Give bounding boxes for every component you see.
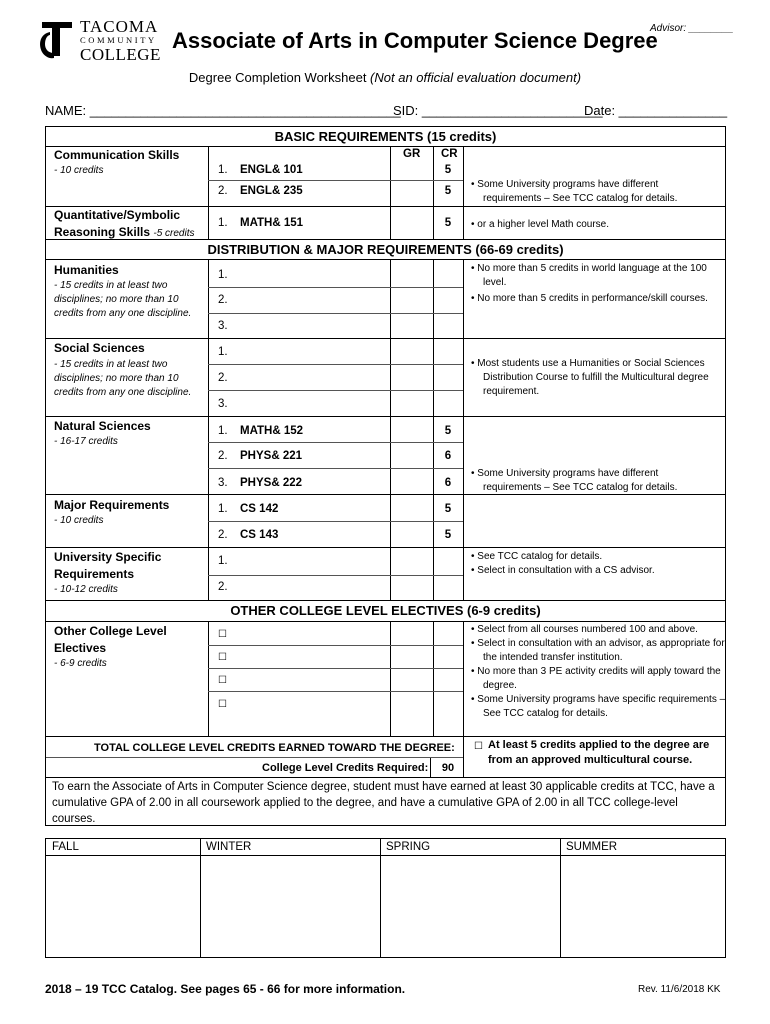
natural-row-2-course: PHYS& 221 — [240, 450, 303, 462]
university-specific-label: University Specific — [54, 550, 162, 564]
electives-credits: - 6-9 credits — [54, 658, 107, 669]
social-credits-1: - 15 credits in at least two — [54, 359, 168, 370]
college-wordmark — [80, 18, 161, 63]
social-num-2: 2. — [218, 372, 228, 384]
subtitle-text: Degree Completion Worksheet — [188, 70, 371, 85]
humanities-credits-3: credits from any one discipline. — [54, 308, 192, 319]
schedule-spring: SPRING — [386, 841, 431, 853]
reasoning-label: Reasoning Skills — [54, 225, 151, 239]
university-notes — [469, 550, 719, 578]
fall-cell[interactable] — [46, 856, 200, 956]
gr-header: GR — [403, 148, 421, 160]
university-num-2: 2. — [218, 581, 228, 593]
comm-notes — [469, 178, 719, 206]
natural-row-3-num: 3. — [218, 477, 228, 489]
logo-line-2: COMMUNITY — [80, 35, 157, 45]
university-note-2: • Select in consultation with a CS advisor. — [471, 565, 655, 576]
date-field[interactable]: Date: _______________ — [584, 103, 728, 118]
other-electives-label: Other College Level — [54, 624, 167, 638]
natural-row-1-num: 1. — [218, 425, 228, 437]
major-row-1-num: 1. — [218, 503, 228, 515]
humanities-note-1-text: No more than 5 credits in world language at the 100 level. — [477, 263, 707, 288]
university-num-1: 1. — [218, 555, 228, 567]
natural-credits: - 16-17 credits — [54, 436, 118, 447]
natural-notes — [469, 467, 719, 495]
elective-checkbox-3[interactable]: ☐ — [218, 675, 227, 686]
quantitative-credits: -5 credits — [153, 228, 195, 239]
comm-row-1-course: ENGL& 101 — [240, 164, 303, 176]
electives-note-4-text: Some University programs have specific requirements – See TCC catalog for details. — [477, 694, 726, 719]
humanities-num-1: 1. — [218, 269, 228, 281]
communication-credits: - 10 credits — [54, 165, 104, 176]
social-note-1-text: Most students use a Humanities or Social Sciences Distribution Course to fulfill the Multicultural degree requirement. — [477, 358, 709, 397]
tacoma-logo-icon — [38, 22, 74, 60]
page-subtitle — [0, 70, 770, 85]
natural-row-1-cr: 5 — [444, 425, 452, 437]
distribution-heading: DISTRIBUTION & MAJOR REQUIREMENTS (66-69 credits) — [207, 242, 564, 257]
comm-row-2-cr: 5 — [444, 185, 452, 197]
humanities-notes — [469, 262, 719, 306]
social-num-3: 3. — [218, 398, 228, 410]
humanities-num-3: 3. — [218, 320, 228, 332]
required-credits-label: College Level Credits Required: — [262, 762, 429, 774]
requirements-table — [45, 126, 726, 826]
summer-cell[interactable] — [561, 856, 725, 956]
quant-note: • or a higher level Math course. — [471, 219, 610, 230]
university-note-2-text: Select in consultation with a CS advisor. — [477, 565, 655, 576]
humanities-note-1: • No more than 5 credits in world language at the 100 level. — [471, 263, 707, 288]
electives-note-1: • Select from all courses numbered 100 and above. — [471, 624, 698, 635]
humanities-num-2: 2. — [218, 294, 228, 306]
electives-heading: OTHER COLLEGE LEVEL ELECTIVES (6-9 credits) — [230, 603, 541, 618]
quant-course: MATH& 151 — [240, 217, 304, 229]
sid-field[interactable]: SID: _________________________ — [393, 103, 603, 118]
major-row-2-course: CS 143 — [240, 529, 279, 541]
catalog-footer: 2018 – 19 TCC Catalog. See pages 65 - 66 for more information. — [45, 982, 406, 996]
name-field[interactable]: NAME: ___________________________________________ — [45, 103, 401, 118]
subtitle-disclaimer: (Not an official evaluation document) — [370, 70, 582, 85]
major-row-1-course: CS 142 — [240, 503, 279, 515]
natural-row-3-course: PHYS& 222 — [240, 477, 303, 489]
required-credits-value: 90 — [441, 762, 455, 774]
quant-cr: 5 — [444, 217, 452, 229]
schedule-winter: WINTER — [206, 841, 252, 853]
major-credits: - 10 credits — [54, 515, 104, 526]
social-sciences-label: Social Sciences — [54, 341, 145, 355]
social-note-1: • Most students use a Humanities or Social Sciences Distribution Course to fulfill the Multicultural degree requirement. — [471, 358, 709, 397]
basic-requirements-heading: BASIC REQUIREMENTS (15 credits) — [274, 129, 497, 144]
electives-notes — [469, 623, 727, 721]
multicultural-checkbox[interactable]: ☐ — [474, 741, 483, 752]
elective-checkbox-4[interactable]: ☐ — [218, 699, 227, 710]
electives-note-3: • No more than 3 PE activity credits will apply toward the degree. — [471, 666, 721, 691]
major-row-2-cr: 5 — [444, 529, 452, 541]
university-note-1: • See TCC catalog for details. — [471, 551, 603, 562]
quant-note-text: or a higher level Math course. — [477, 219, 610, 230]
comm-note-1: • Some University programs have different requirements – See TCC catalog for details. — [471, 179, 678, 204]
university-specific-label-line2: Requirements — [54, 567, 135, 581]
humanities-label: Humanities — [54, 263, 119, 277]
major-requirements-label: Major Requirements — [54, 498, 170, 512]
elective-checkbox-1[interactable]: ☐ — [218, 629, 227, 640]
electives-note-4: • Some University programs have specific requirements – See TCC catalog for details. — [471, 694, 726, 719]
natural-row-2-num: 2. — [218, 450, 228, 462]
natural-note-1-text: Some University programs have different requirements – See TCC catalog for details. — [477, 468, 678, 493]
natural-sciences-label: Natural Sciences — [54, 419, 151, 433]
natural-row-3-cr: 6 — [444, 477, 452, 489]
degree-statement: To earn the Associate of Arts in Computer Science degree, student must have earned at least 30 applicable credits at TCC, have a cumulative GPA of 2.00 in all coursework applied to the degree, and have a cumulative GPA of 2.00 in all TCC college-level courses. — [52, 781, 715, 825]
multicultural-requirement: At least 5 credits applied to the degree are from an approved multicultural course. — [488, 739, 710, 766]
comm-note-1-text: Some University programs have different requirements – See TCC catalog for details. — [477, 179, 678, 204]
natural-note-1: • Some University programs have different requirements – See TCC catalog for details. — [471, 468, 678, 493]
schedule-summer: SUMMER — [566, 841, 618, 853]
quantitative-label: Quantitative/Symbolic — [54, 208, 181, 222]
spring-cell[interactable] — [381, 856, 560, 956]
electives-note-2-text: Select in consultation with an advisor, as appropriate for the intended transfer institution. — [477, 638, 725, 663]
humanities-note-2-text: No more than 5 credits in performance/skill courses. — [477, 293, 708, 304]
elective-checkbox-2[interactable]: ☐ — [218, 652, 227, 663]
major-row-2-num: 2. — [218, 529, 228, 541]
major-row-1-cr: 5 — [444, 503, 452, 515]
humanities-credits-1: - 15 credits in at least two — [54, 280, 168, 291]
humanities-note-2: • No more than 5 credits in performance/skill courses. — [471, 293, 708, 304]
social-credits-2: disciplines; no more than 10 — [54, 373, 179, 384]
schedule-table — [45, 838, 726, 958]
university-note-1-text: See TCC catalog for details. — [477, 551, 603, 562]
comm-header-cr: 5 — [444, 164, 452, 176]
other-electives-label-line2: Electives — [54, 641, 107, 655]
natural-row-1-course: MATH& 152 — [240, 425, 304, 437]
electives-note-1-text: Select from all courses numbered 100 and above. — [477, 624, 698, 635]
quant-num: 1. — [218, 217, 228, 229]
comm-row-1-num: 1. — [218, 164, 228, 176]
university-credits: - 10-12 credits — [54, 584, 118, 595]
social-notes — [469, 357, 719, 399]
schedule-fall: FALL — [52, 841, 79, 853]
winter-cell[interactable] — [201, 856, 380, 956]
logo-line-1: TACOMA — [80, 17, 159, 36]
communication-skills-label: Communication Skills — [54, 148, 180, 162]
logo-line-3: COLLEGE — [80, 44, 161, 64]
social-credits-3: credits from any one discipline. — [54, 387, 192, 398]
page-title: Associate of Arts in Computer Science Degree — [172, 28, 658, 53]
electives-note-2: • Select in consultation with an advisor, as appropriate for the intended transfer institution. — [471, 638, 725, 663]
advisor-field[interactable]: Advisor: ________ — [650, 23, 734, 34]
comm-row-2-course: ENGL& 235 — [240, 185, 303, 197]
cr-header: CR — [441, 148, 458, 160]
total-credits-label: TOTAL COLLEGE LEVEL CREDITS EARNED TOWARD THE DEGREE: — [94, 742, 455, 754]
natural-row-2-cr: 6 — [444, 450, 452, 462]
social-num-1: 1. — [218, 346, 228, 358]
comm-row-2-num: 2. — [218, 185, 228, 197]
humanities-credits-2: disciplines; no more than 10 — [54, 294, 179, 305]
revision-footer: Rev. 11/6/2018 KK — [638, 984, 721, 995]
electives-note-3-text: No more than 3 PE activity credits will apply toward the degree. — [477, 666, 721, 691]
